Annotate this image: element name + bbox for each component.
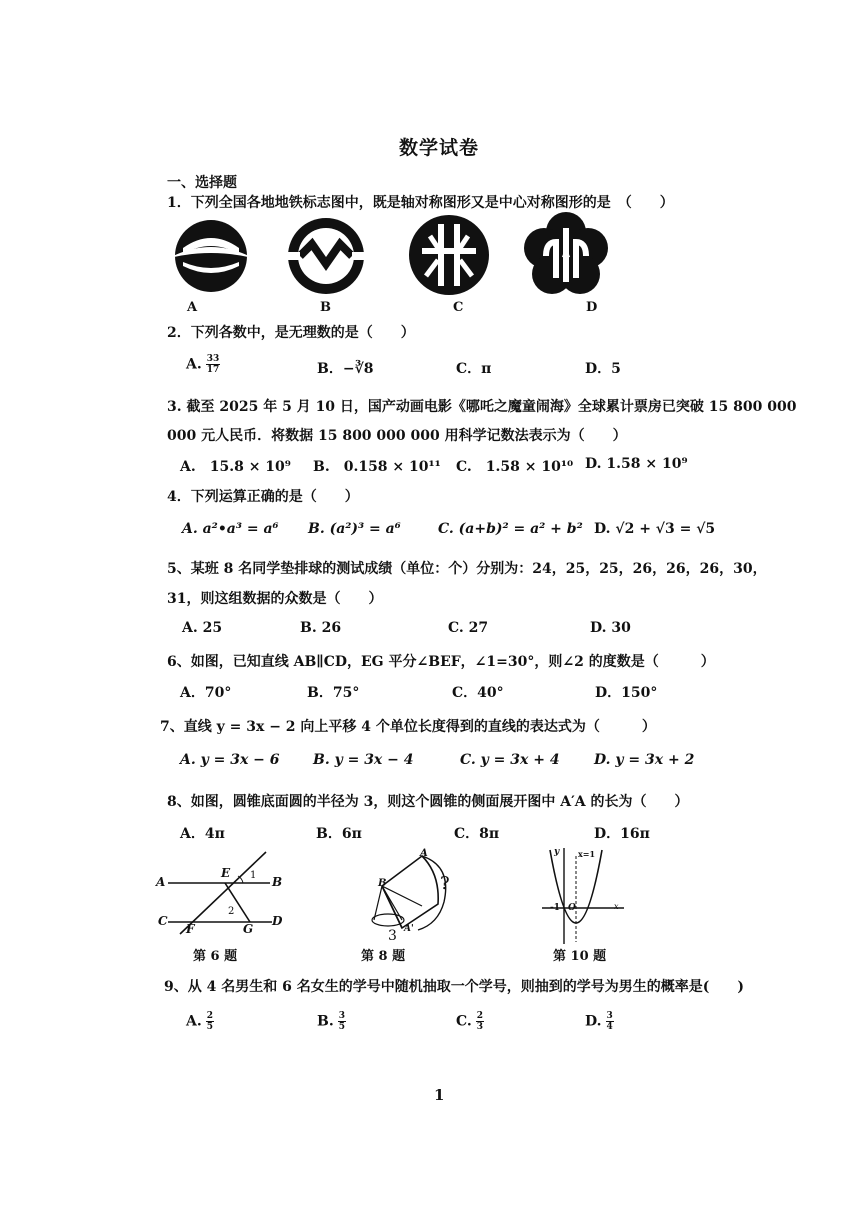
logo-d-icon	[522, 212, 610, 298]
q3-option-a: A. 15.8 × 10⁹	[180, 459, 291, 475]
q6-option-c: C．40°	[452, 685, 504, 701]
q3-option-d: D. 1.58 × 10⁹	[585, 456, 688, 472]
q8-option-b: B．6π	[316, 826, 362, 842]
figure-8-diagram	[360, 846, 470, 946]
q3-option-b: B. 0.158 × 10¹¹	[313, 459, 441, 475]
page-number: 1	[434, 1086, 445, 1104]
q3-option-c: C. 1.58 × 10¹⁰	[456, 459, 574, 475]
fig6-label-f: F	[186, 922, 195, 936]
q9-option-b: B. $\frac{3}{5}$	[317, 1011, 345, 1032]
q4-option-a: A. a²•a³ = a⁶	[182, 521, 279, 537]
q4-option-b: B. (a²)³ = a⁶	[308, 521, 401, 537]
q6-option-d: D．150°	[595, 685, 658, 701]
q5-option-d: D. 30	[590, 620, 631, 636]
question-7-stem: 7、直线 y = 3x − 2 向上平移 4 个单位长度得到的直线的表达式为（ ）	[160, 719, 656, 735]
q6-option-b: B．75°	[307, 685, 360, 701]
fig6-label-b: B	[272, 875, 283, 889]
q2-option-a: A. $\frac{33}{17}$	[186, 354, 220, 375]
question-3-stem-line2: 000 元人民币．将数据 15 800 000 000 用科学记数法表示为（ ）	[167, 428, 627, 444]
question-2-stem: 2．下列各数中，是无理数的是（ ）	[167, 325, 415, 341]
question-4-stem: 4．下列运算正确的是（ ）	[167, 489, 359, 505]
logo-c-icon	[408, 214, 490, 296]
q7-option-c: C. y = 3x + 4	[460, 752, 560, 768]
figure-10-graph	[540, 846, 630, 946]
fig8-label-b: B	[378, 878, 387, 889]
fig6-label-e: E	[221, 866, 231, 880]
logo-b-label: B	[320, 300, 331, 315]
figure-8-caption: 第 8 题	[361, 949, 406, 964]
fig10-label-o: O	[568, 903, 576, 913]
logo-a-icon	[165, 218, 257, 294]
fig6-label-c: C	[158, 914, 168, 928]
figure-10-caption: 第 10 题	[553, 949, 607, 964]
q4-option-d: D. √2 + √3 = √5	[594, 521, 716, 537]
fig8-mark: ?	[440, 873, 450, 894]
q9-option-d: D. $\frac{3}{4}$	[585, 1011, 613, 1032]
question-5-stem-line1: 5、某班 8 名同学垫排球的测试成绩（单位：个）分别为：24，25，25，26，26，26，30，	[167, 561, 767, 577]
fig10-label-neg1: -1	[550, 903, 560, 913]
logo-c-label: C	[453, 300, 464, 315]
fig8-three: 3	[388, 928, 397, 944]
fig10-label-x: x	[614, 902, 619, 911]
q7-option-b: B. y = 3x − 4	[313, 752, 414, 768]
page-title: 数学试卷	[399, 137, 480, 159]
fig6-angle-2: 2	[228, 906, 235, 917]
fig6-label-g: G	[243, 922, 254, 936]
q2-option-c: C．π	[456, 361, 492, 377]
question-6-stem: 6、如图，已知直线 AB∥CD，EG 平分∠BEF，∠1=30°，则∠2 的度数是（ ）	[167, 654, 715, 670]
figure-6-caption: 第 6 题	[193, 949, 238, 964]
question-1-stem: 1．下列全国各地地铁标志图中，既是轴对称图形又是中心对称图形的是 （ ）	[167, 195, 674, 211]
question-5-stem-line2: 31，则这组数据的众数是（ ）	[167, 591, 383, 607]
fig6-angle-1: 1	[250, 870, 257, 881]
fig6-label-a: A	[156, 875, 166, 889]
q2-option-b: B．−∛8	[317, 361, 374, 377]
question-8-stem: 8、如图，圆锥底面圆的半径为 3，则这个圆锥的侧面展开图中 A′A 的长为（ ）	[167, 794, 689, 810]
q7-option-a: A. y = 3x − 6	[180, 752, 280, 768]
q8-option-a: A．4π	[180, 826, 225, 842]
q7-option-d: D. y = 3x + 2	[594, 752, 695, 768]
q5-option-a: A. 25	[182, 620, 223, 636]
q5-option-b: B. 26	[300, 620, 342, 636]
logo-d-label: D	[586, 300, 598, 315]
q2-option-d: D．5	[585, 361, 621, 377]
question-3-stem-line1: 3. 截至 2025 年 5 月 10 日，国产动画电影《哪吒之魔童闹海》全球累计票房已突破 15 800 000	[167, 399, 797, 415]
fig10-axis-label: x=1	[578, 849, 596, 859]
fig10-label-y: y	[554, 847, 560, 857]
q4-option-c: C. (a+b)² = a² + b²	[438, 521, 583, 537]
fig6-label-d: D	[272, 914, 283, 928]
q5-option-c: C. 27	[448, 620, 489, 636]
question-9-stem: 9、从 4 名男生和 6 名女生的学号中随机抽取一个学号，则抽到的学号为男生的概率是( )	[164, 979, 744, 995]
section-heading: 一、选择题	[167, 175, 237, 191]
q8-option-c: C．8π	[454, 826, 500, 842]
fig8-label-aprime: A'	[404, 924, 414, 934]
logo-a-label: A	[187, 300, 198, 315]
q6-option-a: A．70°	[180, 685, 232, 701]
q9-option-a: A. $\frac{2}{5}$	[186, 1011, 214, 1032]
logo-b-icon	[286, 216, 366, 296]
q9-option-c: C. $\frac{2}{3}$	[456, 1011, 484, 1032]
q8-option-d: D．16π	[594, 826, 650, 842]
fig8-label-a: A	[420, 848, 428, 859]
